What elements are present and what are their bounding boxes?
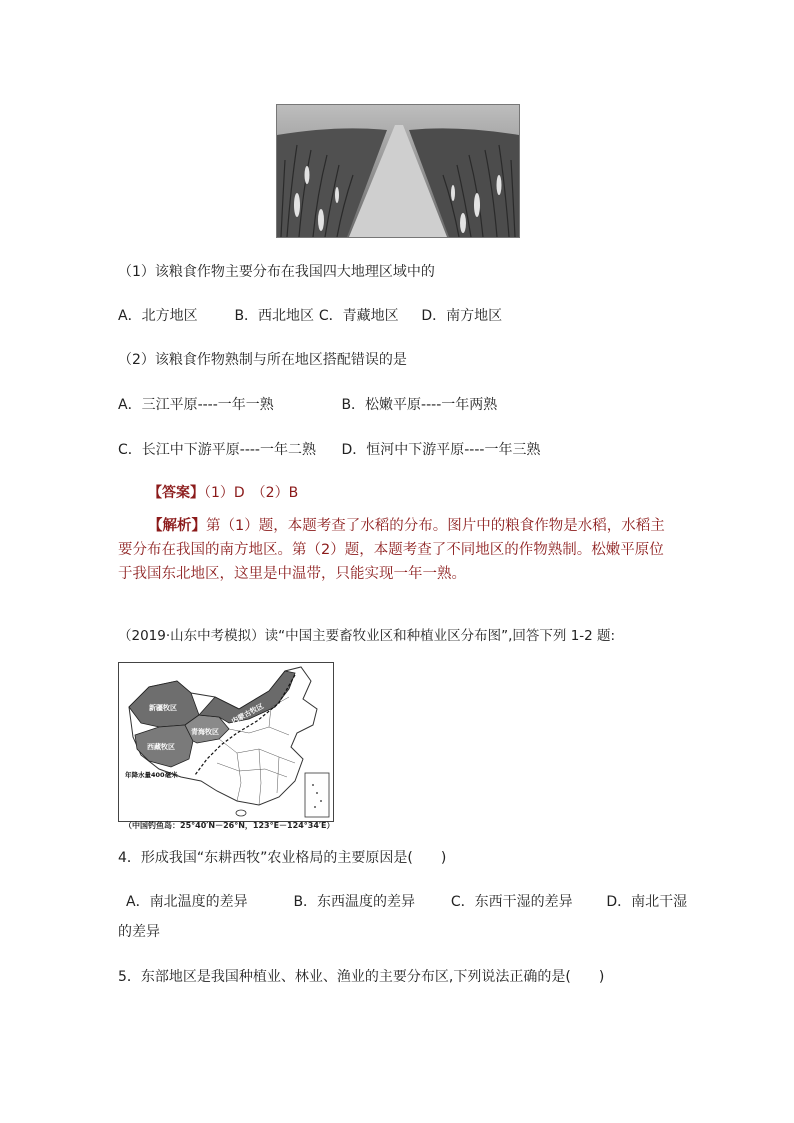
china-map-icon — [119, 663, 333, 821]
q4-option-c: C．东西干湿的差异 — [450, 894, 573, 910]
q1-option-d: D．南方地区 — [421, 308, 503, 324]
map-label-xizang: 西藏牧区 — [147, 743, 175, 751]
question-4-options — [126, 892, 687, 912]
q2-option-d: D．恒河中下游平原----一年三熟 — [341, 442, 541, 458]
answer-label: 【答案】 — [148, 485, 204, 501]
analysis-text: 第（1）题，本题考查了水稻的分布。图片中的粮食作物是水稻，水稻主要分布在我国的南方地区。第（2）题，本题考查了不同地区的作物熟制。松嫩平原位于我国东北地区，这里是中温带，只能实现一年一熟。 — [118, 518, 665, 582]
section-intro: （2019·山东中考模拟）读“中国主要畜牧业区和种植业区分布图”,回答下列 1-2 题: — [118, 628, 616, 644]
map-label-xinjiang: 新疆牧区 — [149, 704, 177, 712]
q1-option-c: C．青藏地区 — [318, 308, 399, 324]
question-2-options-row1 — [118, 395, 497, 415]
rice-field-photo — [276, 104, 520, 238]
map-label-isoline: 年降水量400毫米 — [125, 771, 178, 779]
question-4-stem: 4．形成我国“东耕西牧”农业格局的主要原因是( ) — [118, 850, 447, 866]
map-label-neimenggu: 内蒙古牧区 — [230, 702, 266, 726]
q2-option-b: B．松嫩平原----一年两熟 — [341, 397, 498, 413]
q1-option-a: A．北方地区 — [118, 308, 198, 324]
analysis-paragraph — [118, 514, 678, 586]
answer-text: （1）D （2）B — [204, 485, 299, 501]
question-1-stem: （1）该粮食作物主要分布在我国四大地理区域中的 — [118, 264, 435, 280]
question-2-options-row2 — [118, 440, 540, 460]
china-agriculture-map — [118, 662, 334, 822]
q2-option-c: C．长江中下游平原----一年二熟 — [118, 442, 316, 458]
q2-option-a: A．三江平原----一年一熟 — [118, 397, 274, 413]
analysis-label: 【解析】 — [148, 518, 206, 534]
question-5-stem: 5．东部地区是我国种植业、林业、渔业的主要分布区,下列说法正确的是( ) — [118, 969, 605, 985]
question-2-stem: （2）该粮食作物熟制与所在地区搭配错误的是 — [118, 352, 407, 368]
answer-line — [148, 483, 298, 503]
q1-option-b: B．西北地区 — [234, 308, 315, 324]
q4-option-a: A．南北温度的差异 — [126, 894, 248, 910]
map-caption: （中国钓鱼岛：25°40′N－26°N，123°E－124°34′E） — [124, 821, 335, 830]
question-4-wrap: 的差异 — [118, 924, 160, 940]
rice-field-icon — [277, 105, 519, 237]
map-label-qinghai: 青海牧区 — [191, 728, 219, 736]
q4-option-b: B．东西温度的差异 — [293, 894, 416, 910]
q4-option-d: D．南北干湿 — [606, 894, 688, 910]
question-1-options — [118, 306, 502, 326]
